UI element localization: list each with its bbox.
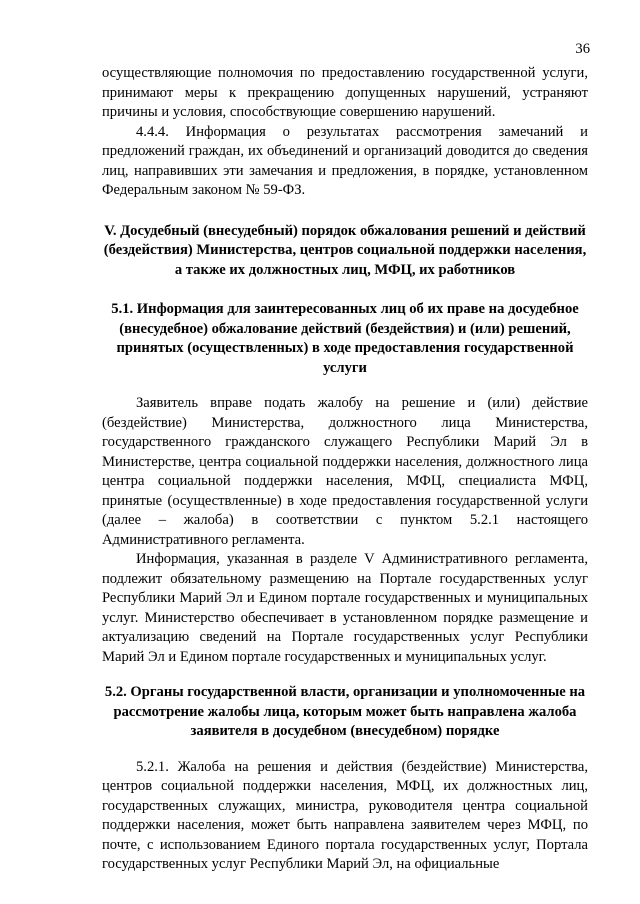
page-number: 36 [575,41,590,57]
section-5-1-heading: 5.1. Информация для заинтересованных лиц об их праве на досудебное (внесудебное) обжалование действий (бездействия) и (или) решений, принятых (осуществленных) в ходе предоставления государственной услуги [111,301,579,376]
paragraph-4-4-4: 4.4.4. Информация о результатах рассмотрения замечаний и предложений граждан, их объединений и организаций доводится до сведения лиц, направивших эти замечания и предложения, в порядке, установленном Федеральным законом № 59-ФЗ. [102,123,588,198]
document-body [102,64,588,875]
section-5-heading: V. Досудебный (внесудебный) порядок обжалования решений и действий (бездействия) Министерства, центров социальной поддержки населения, а также их должностных лиц, МФЦ, их работников [103,222,587,278]
paragraph-5-1-b: Информация, указанная в разделе V Административного регламента, подлежит обязательному размещению на Портале государственных услуг Республики Марий Эл и Едином портале государственных и муниципальных услуг. Министерство обеспечивает в установленном порядке размещение и актуализацию сведений на Портале государственных услуг Республики Марий Эл и Едином портале государственных и муниципальных услуг. [102,551,588,665]
paragraph-5-2-1: 5.2.1. Жалоба на решения и действия (бездействие) Министерства, центров социальной поддержки населения, МФЦ, их должностных лиц, государственных служащих, министра, руководителя центра социальной поддержки населения, может быть направлена заявителем через МФЦ, по почте, с использованием Единого портала государственных услуг, Портала государственных услуг Республики Марий Эл, на официальные [102,758,588,872]
paragraph-continuation: осуществляющие полномочия по предоставлению государственной услуги, принимают меры к прекращению допущенных нарушений, устраняют причины и условия, способствующие совершению нарушений. [102,65,588,120]
section-5-2-heading: 5.2. Органы государственной власти, организации и уполномоченные на рассмотрение жалобы лица, которым может быть направлена жалоба заявителя в досудебном (внесудебном) порядке [104,684,586,739]
paragraph-5-1-a: Заявитель вправе подать жалобу на решение и (или) действие (бездействие) Министерства, должностного лица Министерства, государственного гражданского служащего Республики Марий Эл в Министерстве, центра социальной поддержки населения, должностного лица центра социальной поддержки населения, МФЦ, специалиста МФЦ, принятые (осуществленные) в ходе предоставления государственной услуги (далее – жалоба) в соответствии с пунктом 5.2.1 настоящего Административного регламента. [102,395,588,548]
